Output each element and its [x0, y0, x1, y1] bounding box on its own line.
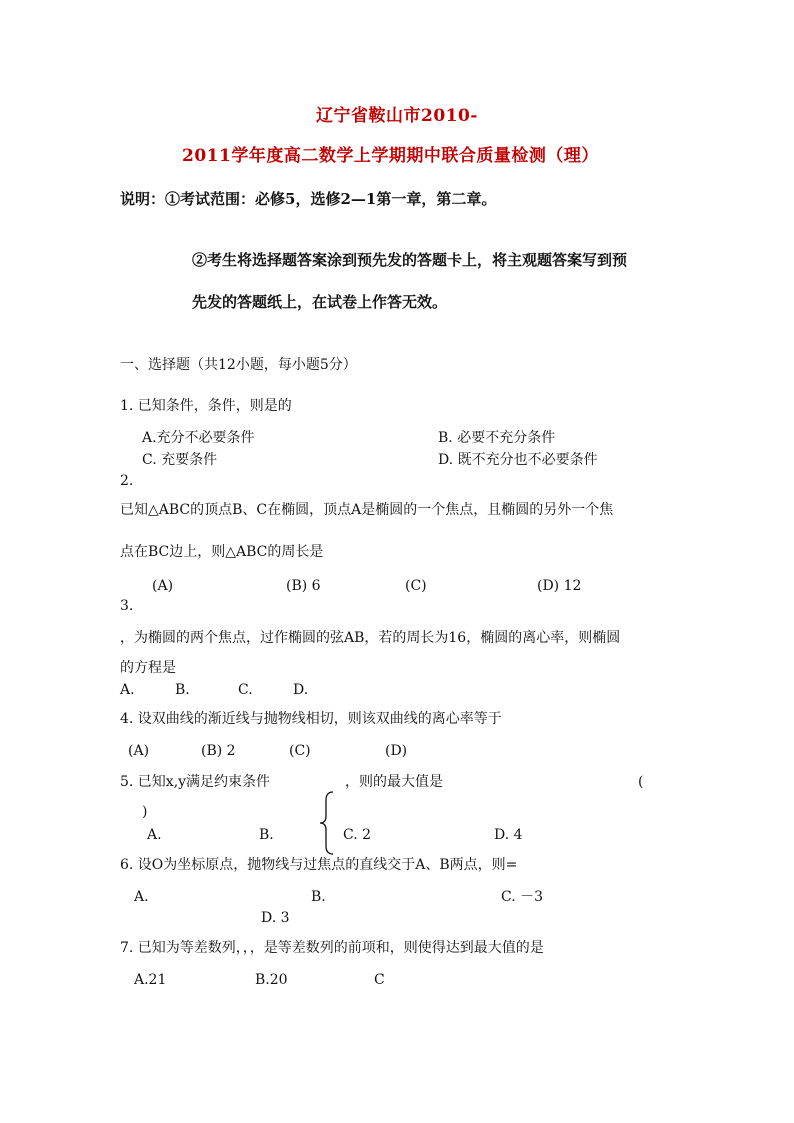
- instructions-line-2: ②考生将选择题答案涂到预先发的答题卡上，将主观题答案写到预: [192, 251, 628, 269]
- question-2-option-d: (D) 12: [537, 578, 582, 594]
- question-3-number: 3.: [120, 598, 134, 614]
- question-3-option-c: C.: [238, 682, 253, 698]
- question-1-option-b: B. 必要不充分条件: [438, 430, 556, 446]
- question-3-option-b: B.: [175, 682, 190, 698]
- instructions-line-1: 说明：①考试范围：必修5，选修2—1第一章，第二章。: [120, 190, 497, 208]
- question-2-option-b: (B) 6: [286, 578, 321, 594]
- question-2-option-c: (C): [405, 578, 427, 594]
- question-5-paren-close: ): [142, 804, 148, 820]
- title-line-1: 辽宁省鞍山市2010-: [316, 106, 478, 126]
- question-5-option-c: C. 2: [343, 827, 372, 843]
- question-1-option-c: C. 充要条件: [142, 452, 218, 468]
- question-1-option-a: A.充分不必要条件: [142, 430, 255, 446]
- question-4-option-d: (D): [385, 743, 408, 759]
- question-6-option-d: D. 3: [261, 910, 290, 926]
- question-1-stem: 1. 已知条件，条件，则是的: [120, 398, 292, 414]
- question-3-option-a: A.: [120, 682, 135, 698]
- question-6-option-a: A.: [134, 889, 149, 905]
- section-heading: 一、选择题（共12小题，每小题5分）: [120, 357, 357, 373]
- question-2-option-a: (A): [152, 578, 174, 594]
- question-5-stem-tail: ，则的最大值是: [345, 774, 443, 790]
- question-7-option-a: A.21: [134, 972, 167, 988]
- question-7-stem: 7. 已知为等差数列，，，是等差数列的前项和，则使得达到最大值的是: [120, 940, 544, 956]
- question-5-option-d: D. 4: [494, 827, 523, 843]
- question-4-stem: 4. 设双曲线的渐近线与抛物线相切，则该双曲线的离心率等于: [120, 711, 502, 727]
- question-1-option-d: D. 既不充分也不必要条件: [438, 452, 598, 468]
- question-4-option-b: (B) 2: [201, 743, 236, 759]
- question-4-option-c: (C): [289, 743, 311, 759]
- instructions-line-3: 先发的答题纸上，在试卷上作答无效。: [192, 293, 448, 311]
- question-5-paren-open: (: [638, 774, 644, 790]
- question-3-stem-line-2: 的方程是: [120, 660, 176, 676]
- question-5-option-a: A.: [147, 827, 162, 843]
- question-5-stem: 5. 已知x,y满足约束条件: [120, 774, 271, 790]
- question-5-option-b: B.: [259, 827, 274, 843]
- question-7-option-b: B.20: [255, 972, 288, 988]
- question-2-stem-line-1: 已知△ABC的顶点B、C在椭圆，顶点A是椭圆的一个焦点，且椭圆的另外一个焦: [120, 502, 614, 518]
- question-4-option-a: (A): [128, 743, 150, 759]
- question-2-stem-line-2: 点在BC边上，则△ABC的周长是: [120, 544, 324, 560]
- question-6-option-c: C. －3: [501, 889, 544, 905]
- question-6-option-b: B.: [311, 889, 326, 905]
- question-3-stem-line-1: ，为椭圆的两个焦点，过作椭圆的弦AB，若的周长为16，椭圆的离心率，则椭圆: [120, 630, 621, 646]
- question-2-number: 2.: [120, 473, 134, 489]
- question-6-stem: 6. 设O为坐标原点，抛物线与过焦点的直线交于A、B两点，则=: [120, 857, 518, 873]
- title-line-2: 2011学年度高二数学上学期期中联合质量检测（理）: [182, 146, 599, 166]
- constraint-brace: [318, 790, 338, 856]
- question-7-option-c: C: [374, 972, 385, 988]
- question-3-option-d: D.: [293, 682, 309, 698]
